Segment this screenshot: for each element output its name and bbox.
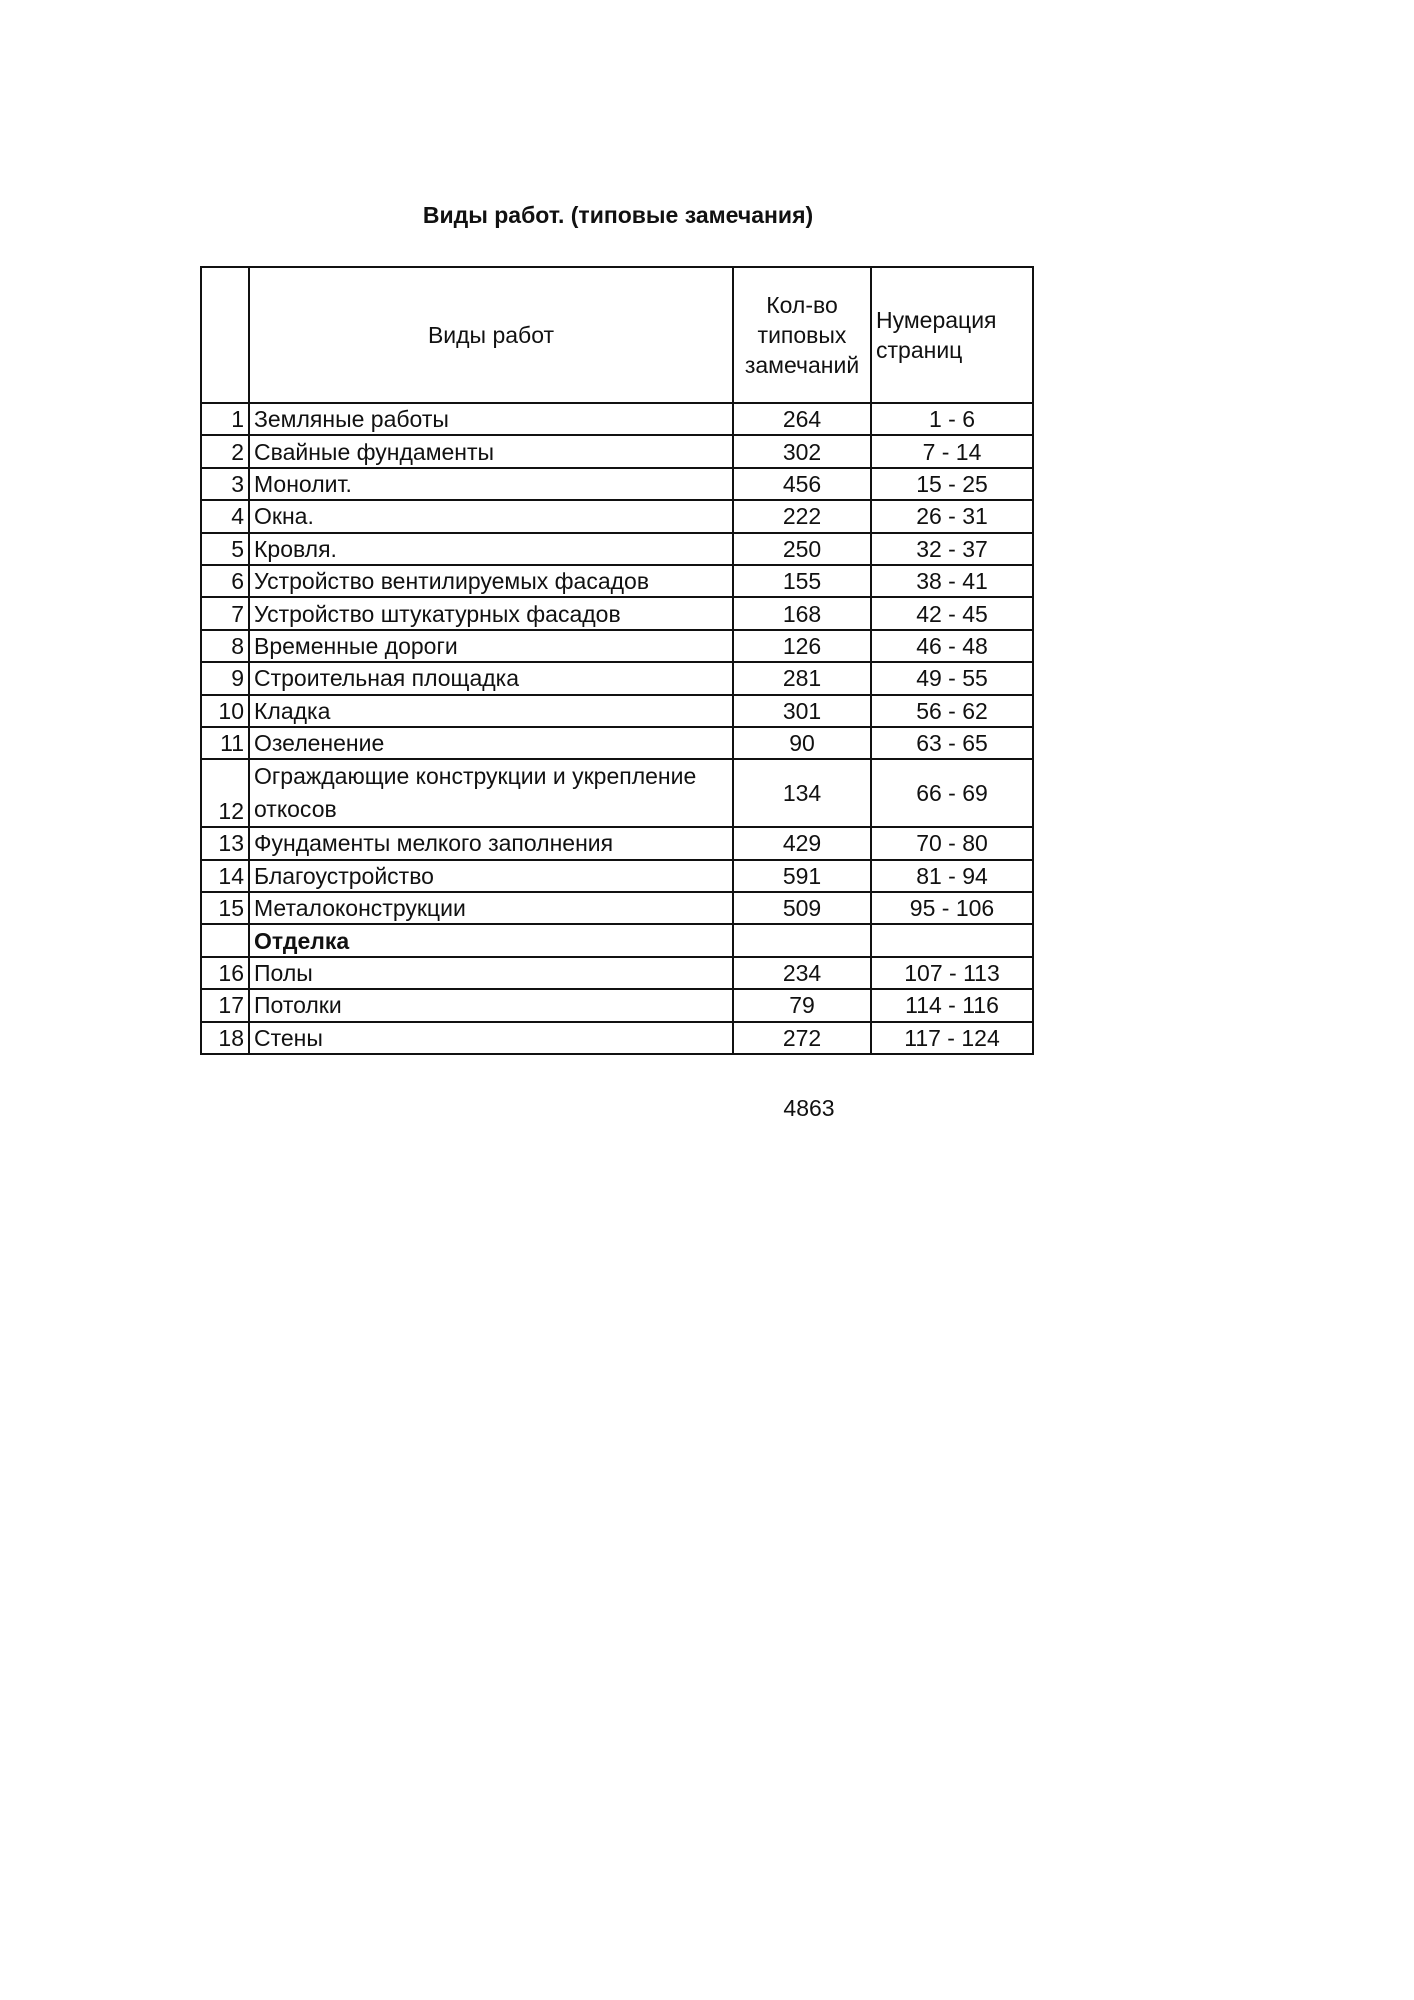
row-number: 15	[201, 892, 249, 924]
row-number: 11	[201, 727, 249, 759]
row-number: 1	[201, 403, 249, 435]
row-number: 16	[201, 957, 249, 989]
row-pages: 1 - 6	[871, 403, 1033, 435]
row-name: Монолит.	[249, 468, 733, 500]
header-pages-cell	[871, 267, 1033, 403]
table-row	[201, 759, 1033, 827]
row-name: Строительная площадка	[249, 662, 733, 694]
table-row	[201, 403, 1033, 435]
header-count-cell	[733, 267, 871, 403]
row-name: Окна.	[249, 500, 733, 532]
row-pages: 117 - 124	[871, 1022, 1033, 1054]
row-pages: 7 - 14	[871, 435, 1033, 467]
page-title: Виды работ. (типовые замечания)	[422, 202, 814, 228]
row-count: 234	[733, 957, 871, 989]
row-number: 6	[201, 565, 249, 597]
row-count: 222	[733, 500, 871, 532]
table-row	[201, 565, 1033, 597]
table-row	[201, 957, 1033, 989]
row-pages: 56 - 62	[871, 695, 1033, 727]
row-count: 250	[733, 533, 871, 565]
header-name-cell: Виды работ	[249, 267, 733, 403]
table-row	[201, 727, 1033, 759]
row-name: Благоустройство	[249, 860, 733, 892]
row-count: 79	[733, 989, 871, 1021]
row-count: 591	[733, 860, 871, 892]
table-row	[201, 630, 1033, 662]
row-number: 18	[201, 1022, 249, 1054]
row-pages: 42 - 45	[871, 597, 1033, 629]
row-number: 5	[201, 533, 249, 565]
row-pages: 38 - 41	[871, 565, 1033, 597]
works-table	[200, 266, 1034, 1055]
row-count: 509	[733, 892, 871, 924]
row-pages: 114 - 116	[871, 989, 1033, 1021]
row-pages: 95 - 106	[871, 892, 1033, 924]
total-count: 4863	[783, 1095, 835, 1121]
row-pages: 70 - 80	[871, 827, 1033, 859]
row-number: 7	[201, 597, 249, 629]
section-name: Отделка	[249, 924, 733, 956]
row-pages: 107 - 113	[871, 957, 1033, 989]
table-row	[201, 468, 1033, 500]
row-pages: 63 - 65	[871, 727, 1033, 759]
row-number: 12	[201, 759, 249, 827]
row-name: Кровля.	[249, 533, 733, 565]
row-pages: 66 - 69	[871, 759, 1033, 827]
row-count: 168	[733, 597, 871, 629]
table-row	[201, 892, 1033, 924]
row-name: Стены	[249, 1022, 733, 1054]
row-name: Устройство штукатурных фасадов	[249, 597, 733, 629]
table-row	[201, 435, 1033, 467]
section-row	[201, 924, 1033, 956]
row-pages: 81 - 94	[871, 860, 1033, 892]
table-row	[201, 1022, 1033, 1054]
row-name: Устройство вентилируемых фасадов	[249, 565, 733, 597]
row-count	[733, 924, 871, 956]
row-name: Фундаменты мелкого заполнения	[249, 827, 733, 859]
row-pages: 32 - 37	[871, 533, 1033, 565]
header-count-line: замечаний	[744, 352, 860, 378]
row-number: 8	[201, 630, 249, 662]
row-count: 301	[733, 695, 871, 727]
row-number	[201, 924, 249, 956]
header-pages-line: страниц	[876, 337, 963, 363]
row-number: 3	[201, 468, 249, 500]
row-count: 264	[733, 403, 871, 435]
table-row	[201, 500, 1033, 532]
row-pages: 26 - 31	[871, 500, 1033, 532]
row-number: 17	[201, 989, 249, 1021]
row-name: Ограждающие конструкции и укрепление откосов	[249, 759, 733, 827]
header-count-line: типовых	[757, 322, 847, 348]
row-count: 281	[733, 662, 871, 694]
row-count: 90	[733, 727, 871, 759]
row-name: Металоконструкции	[249, 892, 733, 924]
table-row	[201, 860, 1033, 892]
header-number-cell	[201, 267, 249, 403]
table-row	[201, 695, 1033, 727]
row-name: Земляные работы	[249, 403, 733, 435]
row-pages: 49 - 55	[871, 662, 1033, 694]
row-number: 4	[201, 500, 249, 532]
row-count: 429	[733, 827, 871, 859]
table-row	[201, 989, 1033, 1021]
table-header-row	[201, 267, 1033, 403]
row-name: Свайные фундаменты	[249, 435, 733, 467]
row-name: Временные дороги	[249, 630, 733, 662]
row-count: 155	[733, 565, 871, 597]
row-number: 14	[201, 860, 249, 892]
table-row	[201, 533, 1033, 565]
table-row	[201, 597, 1033, 629]
row-count: 134	[733, 759, 871, 827]
row-count: 456	[733, 468, 871, 500]
row-number: 2	[201, 435, 249, 467]
row-number: 13	[201, 827, 249, 859]
header-pages-line: Нумерация	[876, 307, 997, 333]
row-name: Озеленение	[249, 727, 733, 759]
table-row	[201, 827, 1033, 859]
row-pages: 15 - 25	[871, 468, 1033, 500]
header-count-line: Кол-во	[766, 292, 838, 318]
row-pages: 46 - 48	[871, 630, 1033, 662]
row-count: 272	[733, 1022, 871, 1054]
row-number: 9	[201, 662, 249, 694]
table-row	[201, 662, 1033, 694]
row-name: Потолки	[249, 989, 733, 1021]
row-count: 126	[733, 630, 871, 662]
row-number: 10	[201, 695, 249, 727]
row-count: 302	[733, 435, 871, 467]
row-pages	[871, 924, 1033, 956]
row-name: Полы	[249, 957, 733, 989]
row-name: Кладка	[249, 695, 733, 727]
